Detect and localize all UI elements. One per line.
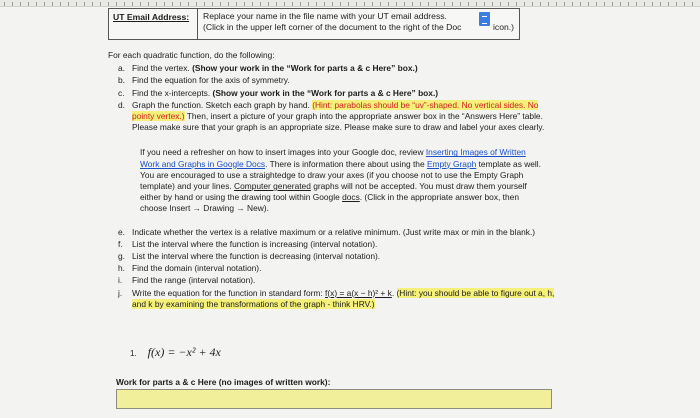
ruler-tick: [28, 2, 29, 6]
problem-expression: f(x) = −x² + 4x: [147, 345, 221, 359]
list-marker: f.: [118, 238, 123, 249]
text-run: List the interval where the function is increasing (interval notation).: [132, 238, 378, 249]
ruler: [0, 0, 700, 7]
list-marker: d.: [118, 99, 125, 110]
list-item: [108, 251, 558, 262]
ruler-tick: [556, 2, 557, 6]
text-run: (Hint: you should be able to figure out a, h, and k by examining the transformations of the graph - think HRV.): [132, 287, 555, 309]
text-run: docs: [342, 192, 360, 203]
header-table: [108, 8, 520, 40]
list-text: [132, 88, 558, 99]
ruler-tick: [460, 2, 461, 6]
list-text: [132, 275, 558, 286]
ruler-tick: [500, 2, 501, 6]
list-marker: a.: [118, 63, 125, 74]
ruler-tick: [388, 2, 389, 6]
ruler-tick: [316, 2, 317, 6]
ruler-tick: [236, 2, 237, 6]
text-run: graphs will not be accepted. You must draw them yourself either by hand or using the drawing tool within Google: [140, 181, 527, 203]
text-run: . There is information there about using the: [265, 158, 427, 169]
ruler-tick: [620, 2, 621, 6]
list-text: [132, 288, 558, 310]
ruler-tick: [380, 2, 381, 6]
ruler-tick: [148, 2, 149, 6]
ruler-tick: [164, 2, 165, 6]
ruler-tick: [284, 2, 285, 6]
list-text: [132, 239, 558, 250]
text-run: List the interval where the function is decreasing (interval notation).: [132, 251, 381, 262]
ruler-tick: [436, 2, 437, 6]
ruler-tick: [572, 2, 573, 6]
ruler-tick: [692, 2, 693, 6]
ruler-tick: [252, 2, 253, 6]
problem-number: 1.: [130, 349, 137, 358]
ruler-tick: [588, 2, 589, 6]
ruler-tick: [116, 2, 117, 6]
text-run: .: [391, 287, 397, 298]
ruler-tick: [660, 2, 661, 6]
ruler-tick: [12, 2, 13, 6]
ruler-tick: [476, 2, 477, 6]
list-text: [132, 251, 558, 262]
list-item: [108, 227, 558, 238]
ruler-tick: [20, 2, 21, 6]
ruler-tick: [364, 2, 365, 6]
task-list-1: [108, 63, 558, 133]
text-run: template as well. You are encouraged to use a straightedge to draw your axes (if you choose not to use the Empty Graph template) and your lines.: [140, 158, 541, 192]
problem-1: [130, 345, 221, 360]
ruler-tick: [612, 2, 613, 6]
ruler-tick: [268, 2, 269, 6]
ruler-tick: [484, 2, 485, 6]
list-marker: g.: [118, 251, 125, 262]
ruler-tick: [492, 2, 493, 6]
ruler-tick: [260, 2, 261, 6]
email-instructions-cell[interactable]: [198, 9, 519, 39]
list-text: [132, 63, 558, 74]
text-run: (Show your work in the “Work for parts a & c Here” box.): [212, 87, 439, 98]
ruler-tick: [340, 2, 341, 6]
ruler-tick: [244, 2, 245, 6]
ruler-tick: [332, 2, 333, 6]
ruler-tick: [396, 2, 397, 6]
ruler-tick: [172, 2, 173, 6]
ruler-tick: [404, 2, 405, 6]
ruler-tick: [684, 2, 685, 6]
work-box-label: Work for parts a & c Here (no images of written work):: [116, 377, 331, 387]
ruler-tick: [412, 2, 413, 6]
text-run: . (Click in the appropriate answer box, then choose Insert → Drawing → New).: [140, 192, 519, 214]
ruler-tick: [36, 2, 37, 6]
ruler-tick: [180, 2, 181, 6]
ruler-tick: [668, 2, 669, 6]
ruler-tick: [324, 2, 325, 6]
ruler-tick: [356, 2, 357, 6]
ruler-tick: [372, 2, 373, 6]
text-run: Find the equation for the axis of symmetry.: [132, 75, 290, 86]
text-run: (Hint: parabolas should be “uv”-shaped. No vertical sides. No pointy vertex.): [132, 99, 539, 122]
list-item: [108, 275, 558, 286]
ruler-tick: [156, 2, 157, 6]
ruler-tick: [636, 2, 637, 6]
text-run: Find the vertex.: [132, 63, 193, 74]
text-run: Then, insert a picture of your graph into the appropriate answer box in the “Answers Here” table. Please make sure that your graph is an appropriate size. Please make sure to draw and label your axes clearly.: [132, 111, 545, 133]
ruler-tick: [540, 2, 541, 6]
ruler-tick: [596, 2, 597, 6]
ruler-tick: [52, 2, 53, 6]
list-text: [132, 263, 558, 274]
text-run: Graph the function. Sketch each graph by hand.: [132, 99, 313, 110]
ruler-tick: [300, 2, 301, 6]
ruler-tick: [140, 2, 141, 6]
ruler-tick: [308, 2, 309, 6]
ruler-tick: [524, 2, 525, 6]
ruler-tick: [108, 2, 109, 6]
list-item: [108, 263, 558, 274]
ruler-tick: [516, 2, 517, 6]
instruction-line-2: (Click in the upper left corner of the document to the right of the Doc: [203, 22, 462, 32]
ruler-tick: [564, 2, 565, 6]
refresher-paragraph: [140, 147, 545, 214]
text-run: Write the equation for the function in standard form:: [132, 287, 326, 298]
ruler-tick: [428, 2, 429, 6]
ruler-tick: [76, 2, 77, 6]
doc-link[interactable]: Inserting Images of Written Work and Graphs in Google Docs: [140, 147, 526, 169]
ruler-tick: [188, 2, 189, 6]
ruler-tick: [628, 2, 629, 6]
ruler-tick: [420, 2, 421, 6]
ruler-tick: [276, 2, 277, 6]
list-marker: h.: [118, 263, 125, 274]
list-marker: i.: [118, 275, 123, 286]
ruler-tick: [196, 2, 197, 6]
list-text: [132, 227, 558, 238]
email-label: UT Email Address:: [109, 9, 198, 39]
text-run: (Show your work in the “Work for parts a & c Here” box.): [192, 63, 418, 74]
text-run: f(x) = a(x − h)² + k: [325, 287, 392, 298]
list-marker: b.: [118, 75, 125, 86]
list-marker: e.: [118, 226, 125, 237]
list-item: [108, 75, 558, 86]
ruler-tick: [4, 2, 5, 6]
work-answer-box[interactable]: [116, 389, 552, 409]
ruler-tick: [220, 2, 221, 6]
text-run: If you need a refresher on how to insert images into your Google doc, review: [140, 147, 426, 158]
ruler-tick: [68, 2, 69, 6]
ruler-tick: [348, 2, 349, 6]
ruler-tick: [84, 2, 85, 6]
ruler-tick: [204, 2, 205, 6]
ruler-tick: [508, 2, 509, 6]
ruler-tick: [444, 2, 445, 6]
google-doc-icon: [479, 12, 490, 26]
list-item: [108, 88, 558, 99]
text-run: Find the x-intercepts.: [132, 87, 213, 98]
icon-word: icon.): [492, 22, 514, 32]
ruler-tick: [644, 2, 645, 6]
list-item: [108, 63, 558, 74]
text-run: Find the domain (interval notation).: [132, 263, 262, 274]
list-item: [108, 239, 558, 250]
ruler-tick: [228, 2, 229, 6]
ruler-tick: [44, 2, 45, 6]
list-item: [108, 288, 558, 310]
ruler-tick: [452, 2, 453, 6]
list-text: [132, 75, 558, 86]
ruler-tick: [92, 2, 93, 6]
ruler-tick: [292, 2, 293, 6]
ruler-tick: [212, 2, 213, 6]
ruler-tick: [132, 2, 133, 6]
ruler-tick: [548, 2, 549, 6]
instructions-body: [108, 50, 558, 311]
ruler-tick: [532, 2, 533, 6]
list-text: [132, 100, 558, 134]
intro-text: For each quadratic function, do the following:: [108, 50, 275, 60]
ruler-tick: [676, 2, 677, 6]
ruler-tick: [580, 2, 581, 6]
ruler-tick: [468, 2, 469, 6]
ruler-tick: [604, 2, 605, 6]
ruler-tick: [124, 2, 125, 6]
ruler-tick: [652, 2, 653, 6]
text-run: Computer generated: [234, 181, 311, 192]
text-run: Find the range (interval notation).: [132, 275, 256, 286]
task-list-2: [108, 227, 558, 310]
ruler-tick: [100, 2, 101, 6]
text-run: Indicate whether the vertex is a relative maximum or a relative minimum. (Just write max or min in the blank.): [132, 226, 536, 237]
list-marker: j.: [118, 287, 123, 298]
list-item: [108, 100, 558, 134]
instruction-line-1: Replace your name in the file name with your UT email address.: [203, 11, 447, 21]
ruler-tick: [60, 2, 61, 6]
list-marker: c.: [118, 87, 125, 98]
doc-link[interactable]: Empty Graph: [426, 158, 477, 169]
